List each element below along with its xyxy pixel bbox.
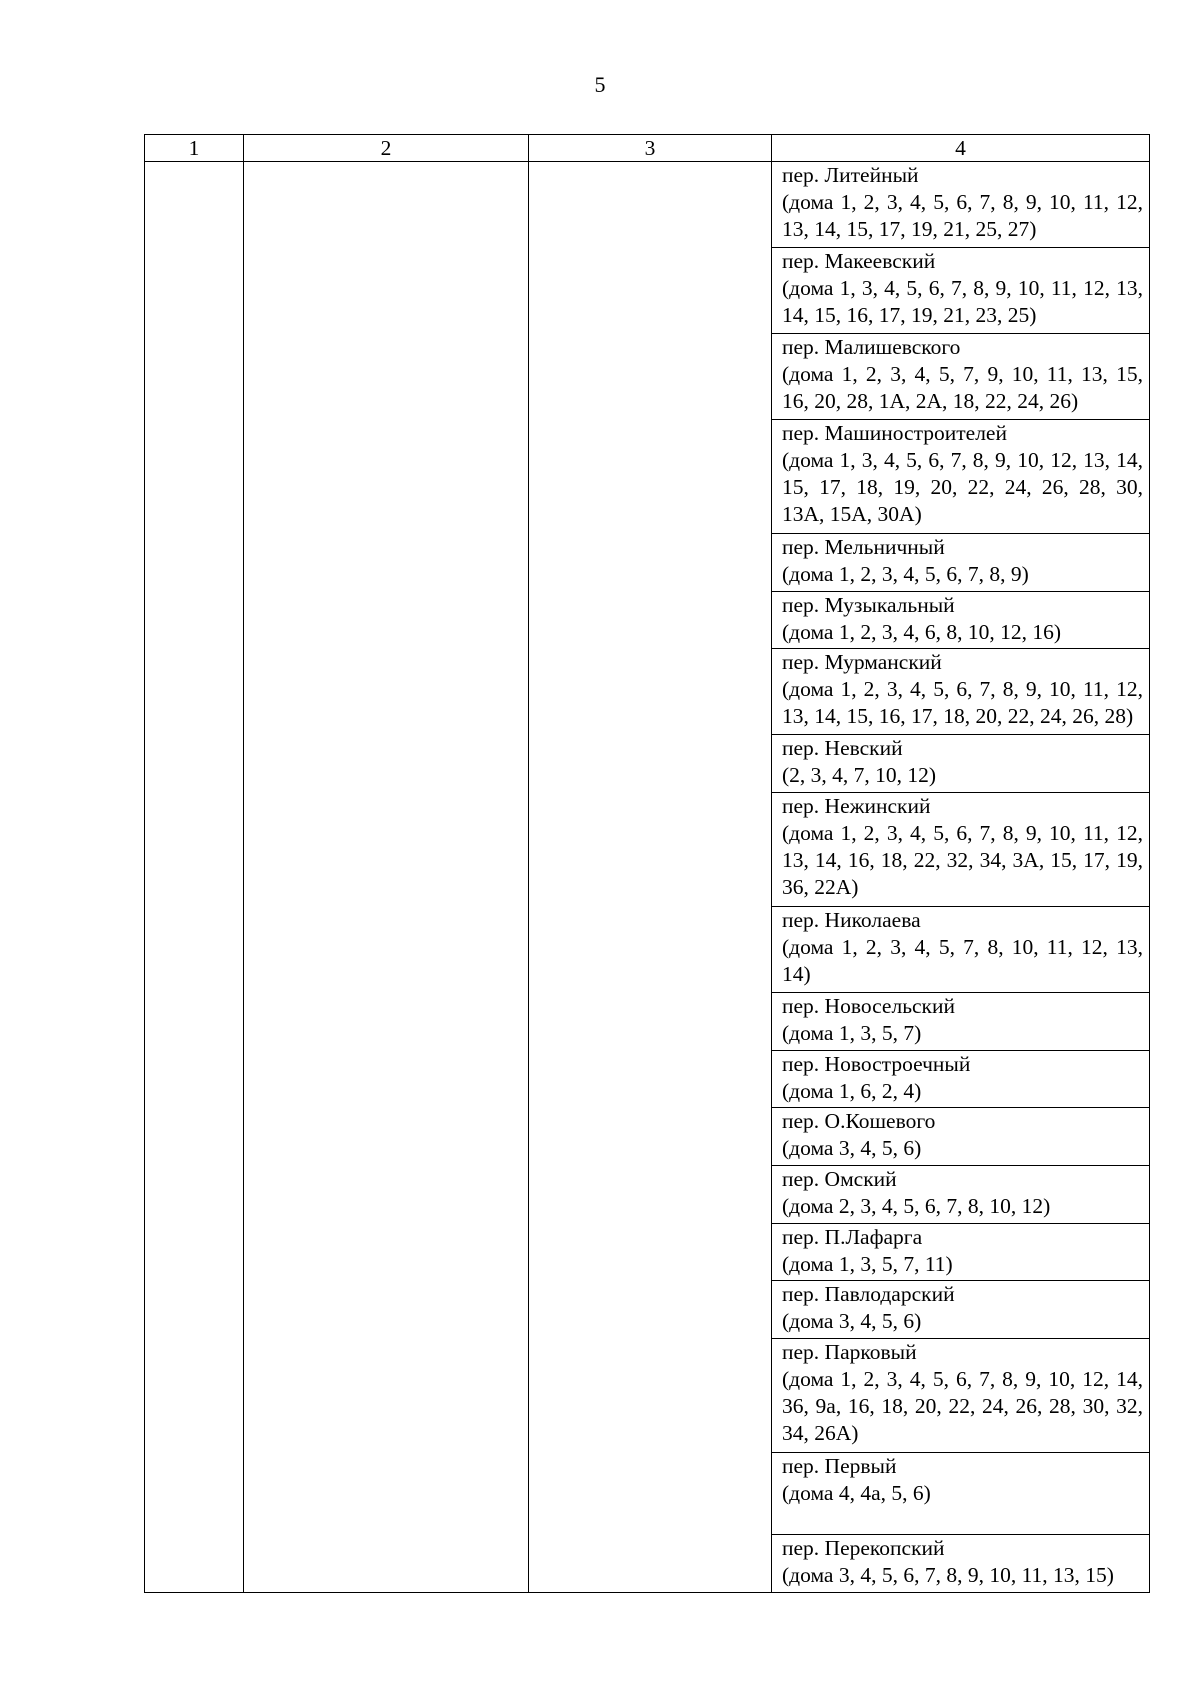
- street-name: пер. Перекопский: [782, 1536, 945, 1561]
- street-cell: [772, 1535, 1150, 1593]
- street-cell: [772, 1108, 1150, 1166]
- street-cell: [772, 1281, 1150, 1339]
- street-houses: (дома 1, 3, 5, 7): [782, 1021, 922, 1046]
- header-col-2: 2: [244, 135, 529, 162]
- street-houses: (дома 1, 2, 3, 4, 5, 7, 9, 10, 11, 13, 15, 16, 20, 28, 1А, 2А, 18, 22, 24, 26): [782, 361, 1143, 413]
- street-cell: [772, 1223, 1150, 1281]
- street-name: пер. Малишевского: [782, 334, 961, 359]
- street-name: пер. Мельничный: [782, 535, 945, 560]
- col-1-cell: [145, 162, 244, 1593]
- street-name: пер. Парковый: [782, 1339, 917, 1364]
- street-name: пер. О.Кошевого: [782, 1109, 936, 1134]
- street-houses: (дома 1, 2, 3, 4, 5, 6, 7, 8, 9, 10, 12, 14, 36, 9а, 16, 18, 20, 22, 24, 26, 28, 30, 32, 34, 26А): [782, 1366, 1143, 1445]
- street-houses: (дома 1, 2, 3, 4, 6, 8, 10, 12, 16): [782, 619, 1061, 644]
- street-houses: (дома 4, 4а, 5, 6): [782, 1481, 931, 1506]
- street-name: пер. Литейный: [782, 163, 919, 187]
- street-name: пер. Невский: [782, 736, 903, 761]
- street-name: пер. Нежинский: [782, 793, 931, 818]
- street-cell: [772, 649, 1150, 735]
- street-name: пер. Николаева: [782, 908, 921, 933]
- street-houses: (дома 3, 4, 5, 6): [782, 1136, 922, 1161]
- street-cell: [772, 247, 1150, 333]
- street-name: пер. Первый: [782, 1454, 897, 1479]
- street-cell: [772, 1338, 1150, 1452]
- street-cell: [772, 1050, 1150, 1108]
- street-houses: (дома 1, 2, 3, 4, 5, 7, 8, 10, 11, 12, 13, 14): [782, 935, 1143, 987]
- street-houses: (2, 3, 4, 7, 10, 12): [782, 763, 937, 788]
- street-name: пер. Новостроечный: [782, 1051, 971, 1076]
- street-houses: (дома 1, 3, 4, 5, 6, 7, 8, 9, 10, 11, 12, 13, 14, 15, 16, 17, 19, 21, 23, 25): [782, 275, 1143, 327]
- street-name: пер. П.Лафарга: [782, 1224, 923, 1249]
- street-houses: (дома 1, 2, 3, 4, 5, 6, 7, 8, 9, 10, 11, 12, 13, 14, 15, 16, 17, 18, 20, 22, 24, 26, 28): [782, 677, 1143, 729]
- street-cell: [772, 162, 1150, 248]
- street-cell: [772, 792, 1150, 906]
- street-cell: [772, 1166, 1150, 1224]
- street-houses: (дома 1, 2, 3, 4, 5, 6, 7, 8, 9, 10, 11, 12, 13, 14, 16, 18, 22, 32, 34, 3А, 15, 17, 19, 36, 22А): [782, 820, 1143, 899]
- header-col-1: 1: [145, 135, 244, 162]
- header-row: [145, 135, 1150, 162]
- header-col-4: 4: [772, 135, 1150, 162]
- street-name: пер. Макеевский: [782, 248, 936, 273]
- street-cell: [772, 1453, 1150, 1535]
- street-houses: (дома 1, 3, 4, 5, 6, 7, 8, 9, 10, 12, 13, 14, 15, 17, 18, 19, 20, 22, 24, 26, 28, 30, 13А, 15А, 30А): [782, 447, 1143, 526]
- header-col-3: 3: [529, 135, 772, 162]
- street-name: пер. Мурманский: [782, 650, 942, 675]
- street-houses: (дома 2, 3, 4, 5, 6, 7, 8, 10, 12): [782, 1194, 1051, 1219]
- street-name: пер. Музыкальный: [782, 592, 955, 617]
- street-houses: (дома 1, 3, 5, 7, 11): [782, 1251, 953, 1276]
- street-houses: (дома 1, 6, 2, 4): [782, 1078, 922, 1103]
- street-cell: [772, 907, 1150, 993]
- street-cell: [772, 419, 1150, 533]
- col-3-cell: [529, 162, 772, 1593]
- street-name: пер. Новосельский: [782, 994, 955, 1019]
- street-cell: [772, 333, 1150, 419]
- street-table: [144, 134, 1150, 1593]
- street-name: пер. Омский: [782, 1167, 897, 1192]
- street-houses: (дома 1, 2, 3, 4, 5, 6, 7, 8, 9): [782, 562, 1029, 587]
- street-name: пер. Павлодарский: [782, 1282, 955, 1307]
- street-cell: [772, 735, 1150, 793]
- street-cell: [772, 534, 1150, 592]
- street-houses: (дома 3, 4, 5, 6): [782, 1309, 922, 1334]
- street-name: пер. Машиностроителей: [782, 420, 1007, 445]
- street-houses: (дома 3, 4, 5, 6, 7, 8, 9, 10, 11, 13, 15): [782, 1563, 1114, 1588]
- col-2-cell: [244, 162, 529, 1593]
- page-number: 5: [594, 72, 606, 97]
- street-cell: [772, 993, 1150, 1051]
- street-cell: [772, 591, 1150, 649]
- table-row: [145, 162, 1150, 248]
- street-houses: (дома 1, 2, 3, 4, 5, 6, 7, 8, 9, 10, 11, 12, 13, 14, 15, 17, 19, 21, 25, 27): [782, 190, 1143, 241]
